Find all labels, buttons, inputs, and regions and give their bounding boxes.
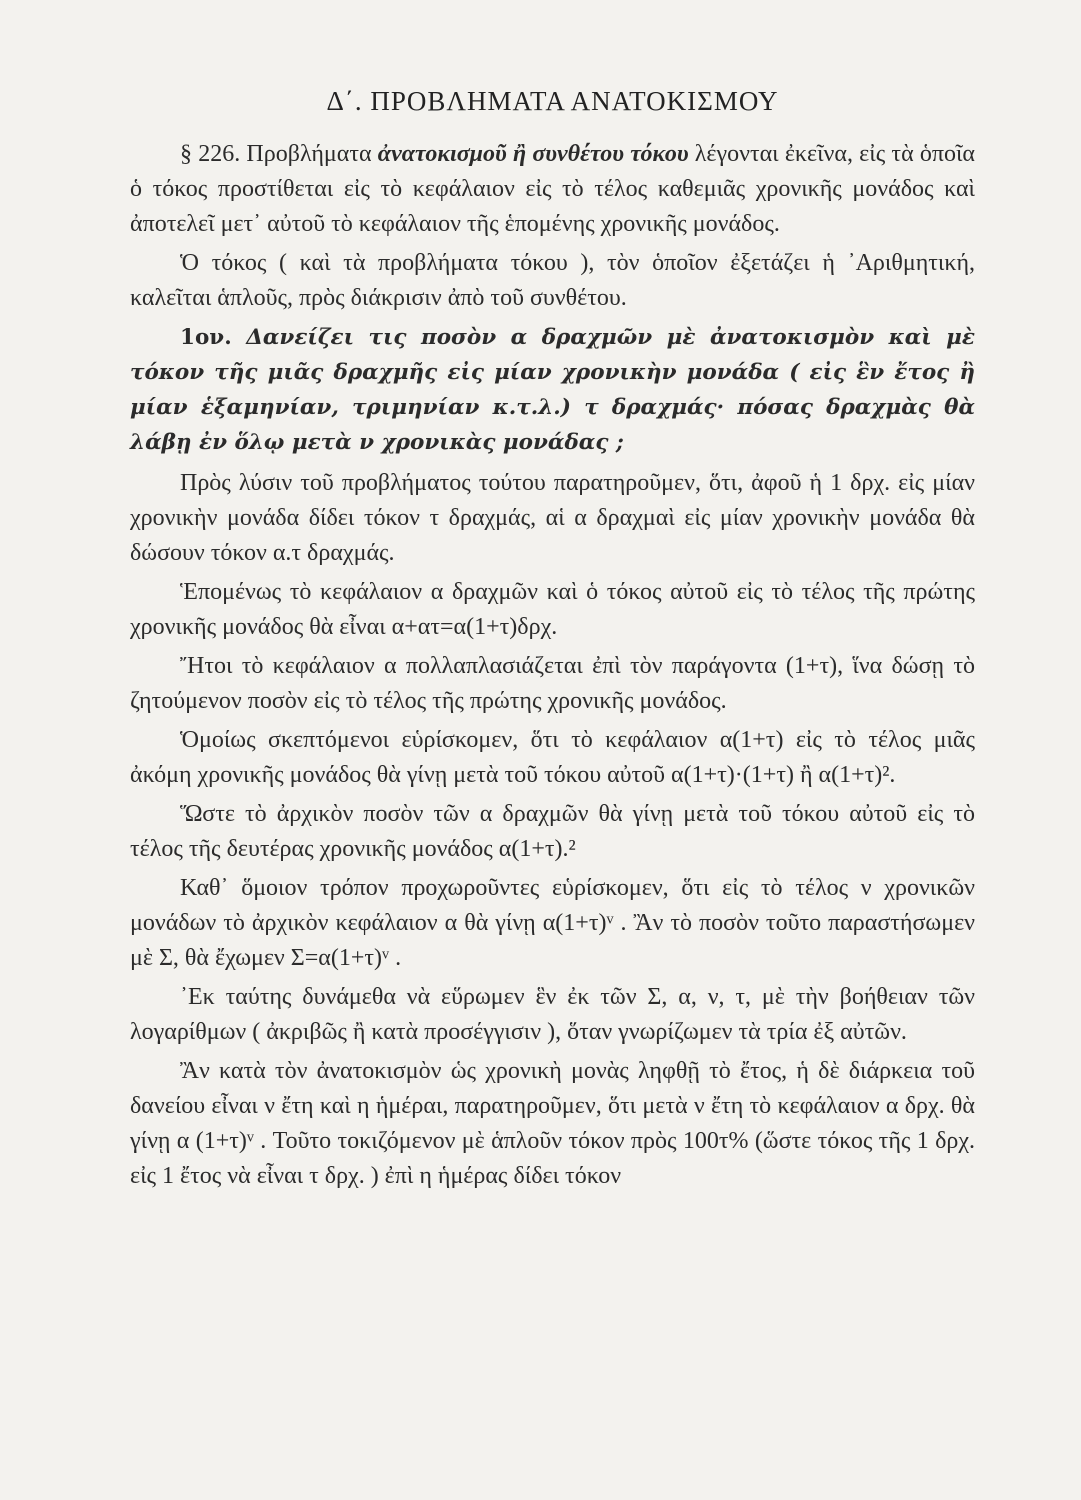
solution-paragraph-2: Ἑπομένως τὸ κεφάλαιον α δραχμῶν καὶ ὁ τόκος αὐτοῦ εἰς τὸ τέλος τῆς πρώτης χρονικῆς μονάδος θὰ εἶναι α+ατ=α(1+τ)δρχ.: [130, 579, 975, 640]
problem-1-label: 1ον.: [180, 325, 232, 350]
page-body: [130, 86, 975, 1198]
solution-paragraph-6: Καθ᾽ ὅμοιον τρόπον προχωροῦντες εὑρίσκομεν, ὅτι εἰς τὸ τέλος ν χρονικῶν μονάδων τὸ ἀρχικὸν κεφάλαιον α θὰ γίνῃ α(1+τ)ᵛ . Ἂν τὸ ποσὸν τοῦτο παραστήσωμεν μὲ Σ, θὰ ἔχωμεν Σ=α(1+τ)ᵛ .: [130, 875, 975, 971]
section-text-before: Προβλήματα: [240, 141, 378, 167]
solution-paragraph-4: Ὁμοίως σκεπτόμενοι εὑρίσκομεν, ὅτι τὸ κεφάλαιον α(1+τ) εἰς τὸ τέλος μιᾶς ἀκόμη χρονικῆς μονάδος θὰ γίνῃ μετὰ τοῦ τόκου αὐτοῦ α(1+τ)·(1+τ) ἢ α(1+τ)².: [130, 727, 975, 788]
solution-paragraph-5: Ὥστε τὸ ἀρχικὸν ποσὸν τῶν α δραχμῶν θὰ γίνῃ μετὰ τοῦ τόκου αὐτοῦ εἰς τὸ τέλος τῆς δευτέρας χρονικῆς μονάδος α(1+τ).²: [130, 801, 975, 862]
section-term: ἀνατοκισμοῦ ἢ συνθέτου τόκου: [377, 141, 689, 167]
chapter-heading: Δ΄. ΠΡΟΒΛΗΜΑΤΑ ΑΝΑΤΟΚΙΣΜΟΥ: [326, 86, 779, 116]
section-text-after: λέγονται ἐκεῖνα, εἰς τὰ ὁποῖα ὁ τόκος προστίθεται εἰς τὸ κεφάλαιον εἰς τὸ τέλος καθεμιᾶς χρονικῆς μονάδος καὶ ἀποτελεῖ μετ᾽ αὐτοῦ τὸ κεφάλαιον τῆς ἑπομένης χρονικῆς μονάδος.: [130, 141, 976, 237]
solution-paragraph-7: ᾿Εκ ταύτης δυνάμεθα νὰ εὕρωμεν ἓν ἐκ τῶν Σ, α, ν, τ, μὲ τὴν βοήθειαν τῶν λογαρίθμων ( ἀκριβῶς ἢ κατὰ προσέγγισιν ), ὅταν γνωρίζωμεν τὰ τρία ἐξ αὐτῶν.: [130, 984, 975, 1045]
solution-paragraph-8: Ἂν κατὰ τὸν ἀνατοκισμὸν ὡς χρονικὴ μονὰς ληφθῇ τὸ ἔτος, ἡ δὲ διάρκεια τοῦ δανείου εἶναι ν ἔτη καὶ η ἡμέραι, παρατηροῦμεν, ὅτι μετὰ ν ἔτη τὸ κεφάλαιον α δρχ. θὰ γίνῃ α (1+τ)ᵛ . Τοῦτο τοκιζόμενον μὲ ἁπλοῦν τόκον πρὸς 100τ% (ὥστε τόκος τῆς 1 δρχ. εἰς 1 ἔτος νὰ εἶναι τ δρχ. ) ἐπὶ η ἡμέρας δίδει τόκον: [130, 1058, 975, 1189]
solution-paragraph-3: Ἤτοι τὸ κεφάλαιον α πολλαπλασιάζεται ἐπὶ τὸν παράγοντα (1+τ), ἵνα δώσῃ τὸ ζητούμενον ποσὸν εἰς τὸ τέλος τῆς πρώτης χρονικῆς μονάδος.: [130, 653, 975, 714]
problem-1-text: Δανείζει τις ποσὸν α δραχμῶν μὲ ἀνατοκισμὸν καὶ μὲ τόκον τῆς μιᾶς δραχμῆς εἰς μίαν χρονικὴν μονάδα ( εἰς ἓν ἔτος ἢ μίαν ἑξαμηνίαν, τριμηνίαν κ.τ.λ.) τ δραχμάς· πόσας δραχμὰς θὰ λάβῃ ἐν ὅλῳ μετὰ ν χρονικὰς μονάδας ;: [130, 325, 975, 455]
solution-paragraph-1: Πρὸς λύσιν τοῦ προβλήματος τούτου παρατηροῦμεν, ὅτι, ἀφοῦ ἡ 1 δρχ. εἰς μίαν χρονικὴν μονάδα δίδει τόκον τ δραχμάς, αἱ α δραχμαὶ εἰς μίαν χρονικὴν μονάδα θὰ δώσουν τόκον α.τ δραχμάς.: [130, 470, 975, 566]
section-226-paragraph: [130, 137, 975, 242]
section-number: § 226.: [180, 141, 241, 167]
simple-interest-paragraph: Ὁ τόκος ( καὶ τὰ προβλήματα τόκου ), τὸν ὁποῖον ἐξετάζει ἡ ᾿Αριθμητική, καλεῖται ἁπλοῦς, πρὸς διάκρισιν ἀπὸ τοῦ συνθέτου.: [130, 250, 975, 311]
problem-1-statement: [130, 320, 975, 460]
